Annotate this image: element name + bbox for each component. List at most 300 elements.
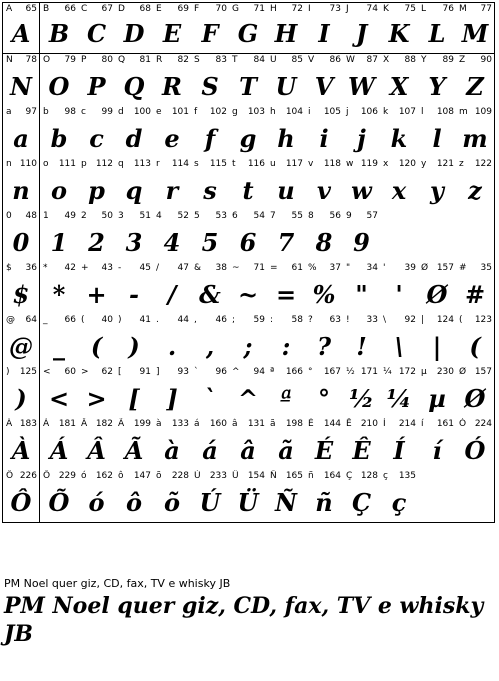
cell-label [270,211,303,222]
cell-glyph: m [462,124,488,153]
cell-char: 6 [232,211,238,221]
cell-code: 39 [404,263,416,273]
cell-char: Ø [459,367,467,377]
glyph-cell [456,366,495,419]
glyph-cell [191,418,230,471]
cell-label [43,55,76,66]
cell-code: 57 [366,211,378,221]
cell-label [308,159,341,170]
cell-glyph: Â [87,436,106,465]
cell-code: 46 [215,315,227,325]
cell-char: U [270,55,277,65]
glyph-cell [380,470,419,523]
cell-char: 5 [194,211,200,221]
glyph-cell [191,262,230,315]
cell-label [43,211,76,222]
glyph-cell [40,366,79,419]
cell-label [232,159,265,170]
cell-label [308,471,341,482]
cell-glyph: i [319,124,329,153]
cell-char: À [6,419,13,429]
glyph-cell [153,418,192,471]
cell-glyph: k [390,124,408,153]
glyph-cell [78,2,116,54]
cell-char: V [308,55,315,65]
cell-char: Í [383,419,386,429]
cell-glyph: ! [356,332,367,361]
cell-label [421,55,454,66]
cell-label [383,419,416,430]
cell-code: 37 [329,263,341,273]
cell-glyph: 3 [125,228,143,257]
cell-code: 72 [291,4,303,14]
cell-glyph: Ø [464,384,486,413]
glyph-cell [343,54,381,107]
glyph-cell [456,210,495,263]
glyph-cell [456,2,495,54]
cell-label [459,263,492,274]
cell-code: 121 [436,159,454,169]
glyph-cell [456,418,495,471]
cell-char: K [383,4,389,14]
glyph-cell [456,158,495,211]
cell-label [270,4,303,15]
cell-code: 88 [404,55,416,65]
cell-code: 79 [64,55,76,65]
glyph-cell [2,158,40,211]
cell-glyph: µ [428,384,446,413]
cell-code: 53 [215,211,227,221]
cell-glyph: r [165,176,179,205]
cell-code: 111 [58,159,76,169]
cell-char: , [194,315,197,325]
cell-label [156,419,189,430]
cell-label [194,419,227,430]
glyph-cell [305,470,344,523]
cell-code: 52 [177,211,189,221]
glyph-cell [2,262,40,315]
cell-char: O [43,55,51,65]
cell-label [118,367,151,378]
cell-label [6,211,37,222]
cell-glyph: j [357,124,366,153]
cell-char: r [156,159,160,169]
glyph-cell [380,106,419,159]
cell-label [346,211,378,222]
cell-label [81,107,113,118]
cell-char: H [270,4,277,14]
cell-glyph: n [12,176,30,205]
cell-glyph: V [314,72,334,101]
cell-label [43,367,76,378]
cell-label [346,4,378,15]
cell-code: 64 [25,315,37,325]
cell-label [270,55,303,66]
cell-glyph: ç [391,488,407,517]
cell-label [194,315,227,326]
cell-char: R [156,55,163,65]
cell-glyph: W [348,72,375,101]
cell-glyph: Í [393,436,405,465]
cell-label [118,263,151,274]
cell-label [81,315,113,326]
glyph-cell [380,210,419,263]
cell-label [156,107,189,118]
cell-label [270,263,303,274]
cell-label [194,471,227,482]
cell-label [421,263,454,274]
cell-label [6,107,37,118]
glyph-cell [78,54,116,107]
glyph-cell [343,470,381,523]
cell-code: 85 [291,55,303,65]
cell-glyph: ° [318,384,330,413]
cell-char: f [194,107,198,117]
cell-code: 107 [398,107,416,117]
cell-glyph: @ [9,332,33,361]
cell-code: 61 [291,263,303,273]
cell-char: l [421,107,424,117]
cell-glyph: á [202,436,218,465]
cell-char: ` [194,367,199,377]
glyph-cell [380,314,419,367]
glyph-cell [343,158,381,211]
cell-glyph: c [89,124,104,153]
cell-label [6,4,37,15]
cell-char: j [346,107,349,117]
cell-code: 49 [64,211,76,221]
cell-code: 90 [480,55,492,65]
glyph-cell [418,418,457,471]
cell-glyph: ½ [348,384,375,413]
cell-glyph: % [312,280,336,309]
cell-code: 96 [215,367,227,377]
glyph-cell [2,2,40,54]
cell-char: < [43,367,51,377]
cell-label [118,471,151,482]
cell-label [43,471,76,482]
cell-code: 115 [209,159,227,169]
cell-glyph: z [468,176,482,205]
cell-code: 162 [95,471,113,481]
cell-glyph: K [388,19,410,48]
cell-char: # [459,263,467,273]
cell-label [346,471,378,482]
cell-char: d [118,107,124,117]
cell-code: 101 [171,107,189,117]
cell-label [232,55,265,66]
cell-glyph: Ø [426,280,448,309]
cell-glyph: Ü [237,488,259,517]
cell-char: Á [43,419,50,429]
cell-glyph: Ú [199,488,221,517]
cell-label [118,211,151,222]
cell-char: y [421,159,427,169]
cell-glyph: 0 [12,228,30,257]
cell-char: | [421,315,425,325]
cell-char: X [383,55,390,65]
glyph-cell [418,470,457,523]
sample-label: PM Noel quer giz, CD, fax, TV e whisky JB [4,577,231,590]
cell-glyph: D [123,19,145,48]
glyph-cell [191,470,230,523]
cell-char: p [81,159,87,169]
cell-label [118,55,151,66]
cell-code: 38 [215,263,227,273]
cell-code: 120 [398,159,416,169]
cell-code: 128 [360,471,378,481]
glyph-cell [343,2,381,54]
cell-glyph: " [355,280,368,309]
glyph-cell [305,158,344,211]
cell-code: 91 [139,367,151,377]
cell-char: N [6,55,13,65]
cell-glyph: : [281,332,291,361]
cell-label [308,107,341,118]
cell-char: A [6,4,13,14]
cell-char: 9 [346,211,352,221]
cell-char: q [118,159,124,169]
cell-glyph: > [86,384,107,413]
cell-char: b [43,107,49,117]
cell-char: Ê [346,419,352,429]
cell-label [270,471,303,482]
cell-code: 34 [366,263,378,273]
cell-label [156,159,189,170]
glyph-cell [229,366,268,419]
cell-label [156,471,189,482]
glyph-cell [115,158,154,211]
cell-glyph: ô [125,488,142,517]
cell-code: 100 [133,107,151,117]
glyph-cell [305,54,344,107]
cell-label [421,367,454,378]
cell-char: Q [118,55,126,65]
cell-label [43,4,76,15]
cell-code: 198 [285,419,303,429]
cell-code: 117 [285,159,303,169]
cell-glyph: v [317,176,331,205]
cell-glyph: p [88,176,105,205]
cell-glyph: É [314,436,334,465]
cell-char: ( [81,315,85,325]
cell-code: 160 [209,419,227,429]
cell-char: J [346,4,349,14]
cell-glyph: Ô [10,488,32,517]
cell-label [346,367,378,378]
cell-code: 172 [398,367,416,377]
cell-label [421,315,454,326]
cell-code: 119 [360,159,378,169]
cell-code: 87 [366,55,378,65]
cell-code: 86 [329,55,341,65]
cell-code: 97 [25,107,37,117]
glyph-cell [418,210,457,263]
glyph-cell [343,210,381,263]
cell-code: 80 [101,55,113,65]
cell-code: 112 [95,159,113,169]
cell-glyph: l [432,124,442,153]
glyph-cell [380,54,419,107]
cell-label [421,107,454,118]
cell-glyph: / [167,280,177,309]
cell-code: 94 [253,367,265,377]
cell-code: 105 [323,107,341,117]
cell-char: > [81,367,89,377]
cell-code: 66 [64,4,76,14]
glyph-cell [115,314,154,367]
glyph-cell [418,158,457,211]
cell-char: Ç [346,471,353,481]
glyph-cell [115,54,154,107]
cell-char: â [232,419,238,429]
glyph-cell [115,418,154,471]
cell-char: ^ [232,367,240,377]
cell-glyph: ã [278,436,294,465]
cell-label [459,315,492,326]
cell-label [308,211,341,222]
glyph-cell [115,2,154,54]
cell-code: 47 [177,263,189,273]
cell-glyph: w [351,176,372,205]
cell-label [346,159,378,170]
glyph-cell [380,366,419,419]
cell-char: D [118,4,125,14]
cell-code: 89 [442,55,454,65]
cell-code: 181 [58,419,76,429]
cell-char: / [156,263,160,273]
glyph-cell [40,2,79,54]
cell-label [6,315,37,326]
cell-glyph: â [240,436,256,465]
cell-glyph: t [242,176,254,205]
cell-char: B [43,4,50,14]
cell-char: F [194,4,200,14]
cell-label [156,263,189,274]
glyph-cell [115,210,154,263]
cell-char: ~ [232,263,240,273]
cell-glyph: O [48,72,70,101]
glyph-cell [40,314,79,367]
cell-glyph: $ [12,280,30,309]
glyph-cell [191,366,230,419]
cell-label [232,211,265,222]
cell-label [383,315,416,326]
glyph-cell [40,418,79,471]
cell-label [232,471,265,482]
cell-glyph: H [274,19,298,48]
glyph-cell [2,106,40,159]
glyph-cell [229,2,268,54]
cell-label [43,315,76,326]
cell-glyph: Ó [464,436,486,465]
cell-label [81,55,113,66]
cell-glyph: À [11,436,31,465]
cell-char: . [156,315,159,325]
cell-code: 210 [360,419,378,429]
cell-glyph: . [167,332,177,361]
cell-char: & [194,263,202,273]
glyph-cell [305,314,344,367]
cell-char: u [270,159,276,169]
glyph-cell [78,314,116,367]
cell-char: ) [118,315,122,325]
cell-code: 44 [177,315,189,325]
cell-glyph: Ç [351,488,372,517]
cell-glyph: I [318,19,330,48]
glyph-cell [2,54,40,107]
glyph-cell [191,54,230,107]
cell-label [6,471,37,482]
cell-label [308,367,341,378]
cell-char: Ú [194,471,201,481]
cell-glyph: d [125,124,143,153]
cell-glyph: \ [394,332,404,361]
cell-label [383,367,416,378]
cell-label [270,159,303,170]
cell-code: 65 [25,4,37,14]
cell-label [118,419,151,430]
cell-label [459,4,492,15]
cell-code: 78 [25,55,37,65]
cell-code: 133 [171,419,189,429]
glyph-cell [343,366,381,419]
cell-char: µ [421,367,427,377]
glyph-cell [267,366,306,419]
cell-label [346,107,378,118]
cell-code: 69 [177,4,189,14]
glyph-cell [153,210,192,263]
cell-char: M [459,4,467,14]
glyph-cell [456,106,495,159]
cell-label [81,367,113,378]
cell-char: " [346,263,351,273]
glyph-cell [78,262,116,315]
cell-code: 118 [323,159,341,169]
cell-glyph: u [277,176,295,205]
cell-code: 164 [323,471,341,481]
glyph-cell [229,106,268,159]
cell-label [270,107,303,118]
cell-glyph: ; [243,332,253,361]
glyph-cell [153,158,192,211]
cell-glyph: ? [316,332,332,361]
cell-code: 123 [474,315,492,325]
glyph-cell [267,158,306,211]
glyph-cell [380,158,419,211]
glyph-cell [40,158,79,211]
cell-label [81,419,113,430]
glyph-cell [305,106,344,159]
glyph-cell [343,418,381,471]
cell-char: w [346,159,354,169]
cell-glyph: ñ [315,488,333,517]
cell-label [421,4,454,15]
cell-label [232,367,265,378]
glyph-cell [153,470,192,523]
cell-char: C [81,4,88,14]
cell-char: I [308,4,311,14]
cell-label [194,367,227,378]
glyph-cell [418,54,457,107]
cell-code: 75 [404,4,416,14]
cell-code: 167 [323,367,341,377]
cell-glyph: y [430,176,444,205]
glyph-cell [305,210,344,263]
cell-code: 135 [398,471,416,481]
cell-char: v [308,159,314,169]
cell-label [383,471,416,482]
